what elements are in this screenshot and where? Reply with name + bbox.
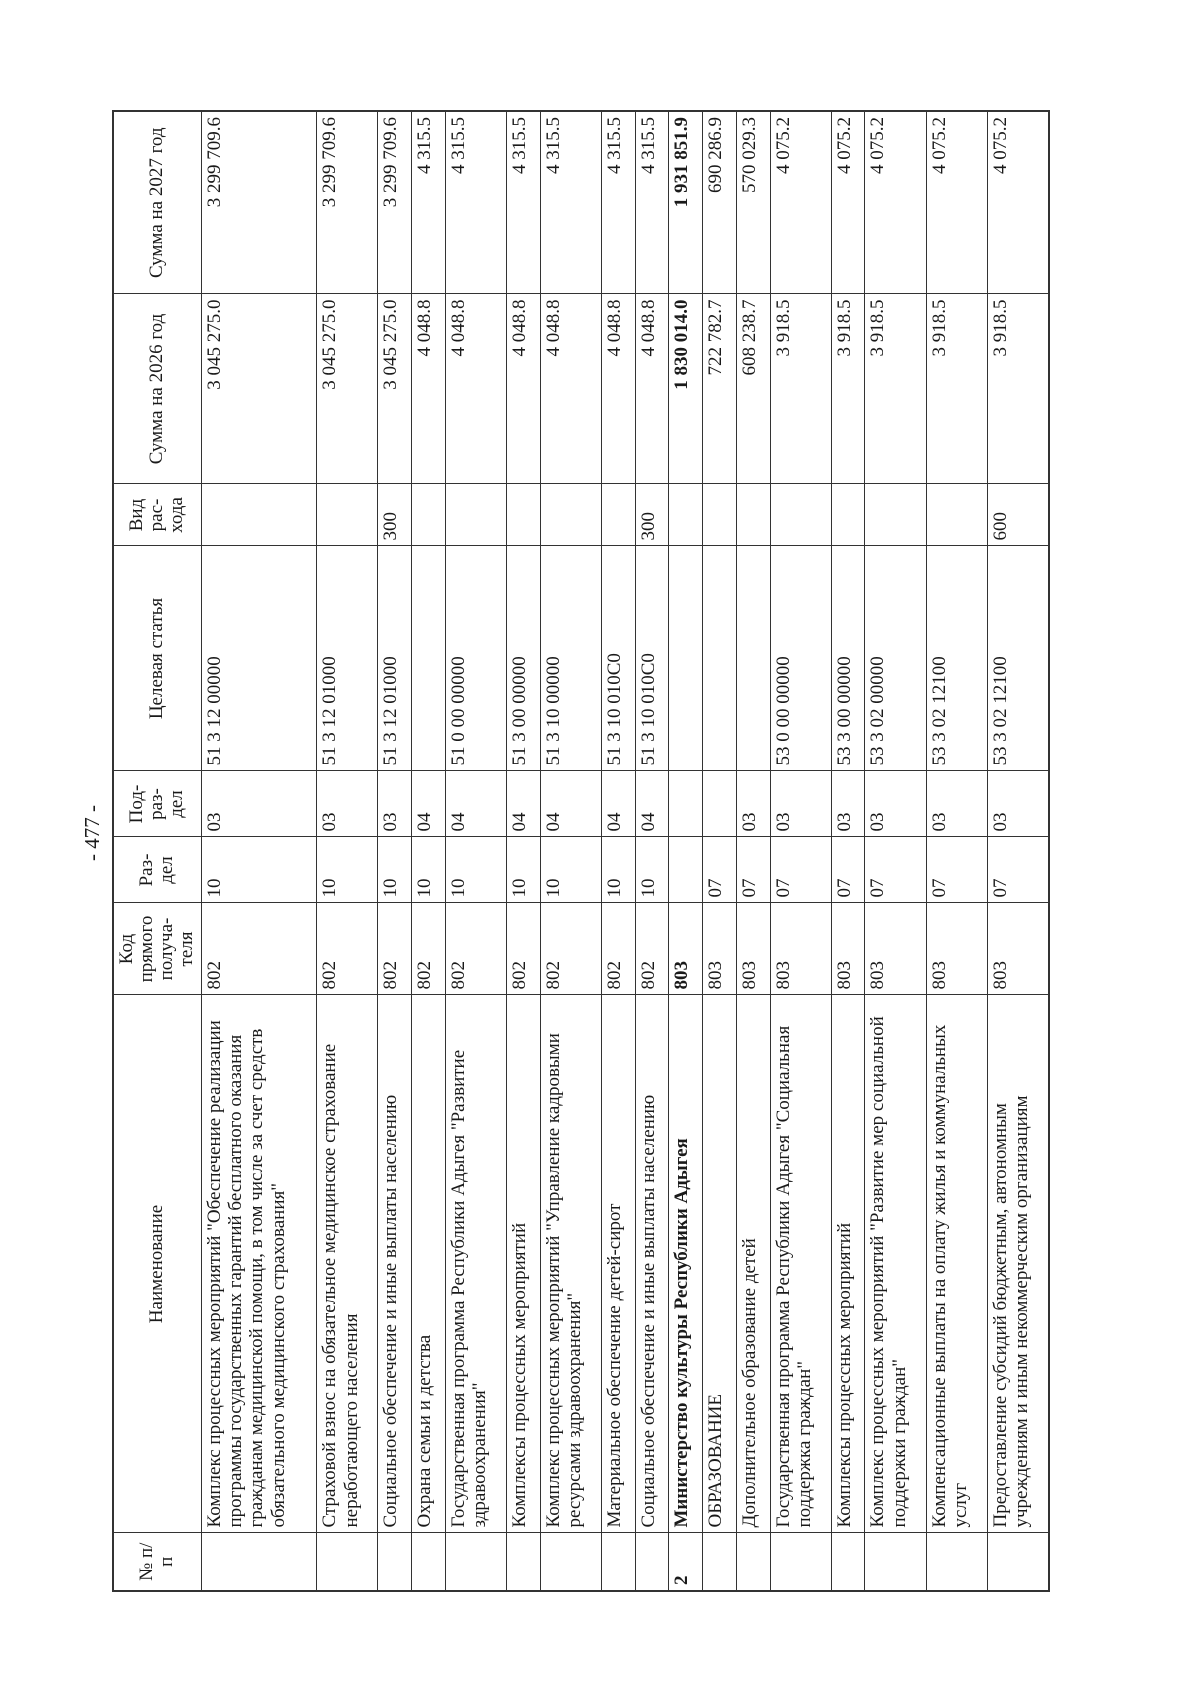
- cell-sum2026: 4 048.8: [540, 294, 601, 484]
- cell-razdel: 07: [831, 837, 865, 903]
- cell-sum2026: 3 918.5: [770, 294, 831, 484]
- cell-code: 803: [987, 903, 1049, 995]
- cell-podrazdel: 04: [412, 771, 446, 837]
- cell-code: 803: [736, 903, 770, 995]
- cell-podrazdel: 03: [736, 771, 770, 837]
- cell-celevaya: 51 3 12 01000: [317, 546, 378, 771]
- cell-name: ОБРАЗОВАНИЕ: [703, 995, 737, 1533]
- header-sum-2027: Сумма на 2027 год: [113, 111, 201, 294]
- cell-celevaya: [736, 546, 770, 771]
- cell-razdel: 10: [540, 837, 601, 903]
- header-name: Наименование: [113, 995, 201, 1533]
- cell-celevaya: 53 0 00 00000: [770, 546, 831, 771]
- header-num: № п/п: [113, 1533, 201, 1591]
- cell-code: 802: [317, 903, 378, 995]
- cell-razdel: 07: [926, 837, 987, 903]
- cell-num: [865, 1533, 926, 1591]
- cell-name: Охрана семьи и детства: [412, 995, 446, 1533]
- table-row: [378, 111, 412, 1591]
- cell-celevaya: 53 3 02 12100: [926, 546, 987, 771]
- cell-sum2027: 1 931 851.9: [669, 111, 703, 294]
- cell-sum2027: 4 075.2: [926, 111, 987, 294]
- cell-celevaya: 51 3 10 010C0: [635, 546, 669, 771]
- cell-celevaya: 51 3 12 01000: [378, 546, 412, 771]
- cell-sum2027: 4 315.5: [601, 111, 635, 294]
- cell-name: Государственная программа Республики Адыгея "Развитие здравоохранения": [445, 995, 506, 1533]
- cell-razdel: 10: [635, 837, 669, 903]
- header-sum-2026: Сумма на 2026 год: [113, 294, 201, 484]
- cell-sum2026: 3 918.5: [926, 294, 987, 484]
- budget-table-container: [112, 112, 1050, 1592]
- cell-name: Комплекс процессных мероприятий "Обеспечение реализации программы государственных гарантий бесплатного оказания гражданам медицинской помощи, в том числе за счет средств обязательного медицинского страхования": [201, 995, 317, 1533]
- cell-podrazdel: 03: [987, 771, 1049, 837]
- cell-sum2026: 4 048.8: [507, 294, 541, 484]
- cell-vid: [317, 484, 378, 546]
- cell-sum2027: 4 075.2: [831, 111, 865, 294]
- cell-num: [412, 1533, 446, 1591]
- cell-sum2026: 4 048.8: [445, 294, 506, 484]
- cell-podrazdel: 03: [378, 771, 412, 837]
- cell-vid: [601, 484, 635, 546]
- cell-razdel: 07: [703, 837, 737, 903]
- cell-podrazdel: 04: [601, 771, 635, 837]
- cell-celevaya: 51 3 00 00000: [507, 546, 541, 771]
- cell-celevaya: [669, 546, 703, 771]
- cell-razdel: 10: [378, 837, 412, 903]
- table-row: [412, 111, 446, 1591]
- cell-podrazdel: 03: [926, 771, 987, 837]
- cell-podrazdel: 03: [770, 771, 831, 837]
- cell-code: 802: [201, 903, 317, 995]
- cell-vid: [736, 484, 770, 546]
- cell-name: Государственная программа Республики Адыгея "Социальная поддержка граждан": [770, 995, 831, 1533]
- cell-name: Компенсационные выплаты на оплату жилья и коммунальных услуг: [926, 995, 987, 1533]
- cell-num: [378, 1533, 412, 1591]
- cell-num: [703, 1533, 737, 1591]
- cell-sum2026: 3 918.5: [865, 294, 926, 484]
- cell-sum2026: 608 238.7: [736, 294, 770, 484]
- cell-code: 802: [412, 903, 446, 995]
- cell-name: Страховой взнос на обязательное медицинское страхование неработающего населения: [317, 995, 378, 1533]
- cell-podrazdel: [703, 771, 737, 837]
- cell-vid: [703, 484, 737, 546]
- cell-num: [317, 1533, 378, 1591]
- table-body: [201, 111, 1049, 1591]
- cell-razdel: 07: [987, 837, 1049, 903]
- cell-vid: 300: [635, 484, 669, 546]
- cell-razdel: 10: [601, 837, 635, 903]
- cell-sum2027: 3 299 709.6: [201, 111, 317, 294]
- page-number: - 477 -: [80, 805, 104, 861]
- table-row: [865, 111, 926, 1591]
- cell-razdel: 07: [770, 837, 831, 903]
- cell-name: Предоставление субсидий бюджетным, автономным учреждениям и иным некоммерческим организациям: [987, 995, 1049, 1533]
- table-row: [635, 111, 669, 1591]
- cell-vid: [926, 484, 987, 546]
- cell-name: Социальное обеспечение и иные выплаты населению: [635, 995, 669, 1533]
- cell-razdel: 07: [736, 837, 770, 903]
- cell-code: 803: [865, 903, 926, 995]
- cell-code: 802: [601, 903, 635, 995]
- cell-code: 803: [703, 903, 737, 995]
- cell-podrazdel: 03: [865, 771, 926, 837]
- cell-sum2027: 4 315.5: [507, 111, 541, 294]
- cell-sum2026: 3 045 275.0: [317, 294, 378, 484]
- cell-sum2027: 570 029.3: [736, 111, 770, 294]
- cell-celevaya: [703, 546, 737, 771]
- table-row: [201, 111, 317, 1591]
- cell-razdel: 10: [507, 837, 541, 903]
- cell-code: 802: [540, 903, 601, 995]
- cell-celevaya: 53 3 02 12100: [987, 546, 1049, 771]
- cell-code: 803: [831, 903, 865, 995]
- cell-name: Комплекс процессных мероприятий "Развитие мер социальной поддержки граждан": [865, 995, 926, 1533]
- table-row: [445, 111, 506, 1591]
- cell-sum2027: 4 315.5: [445, 111, 506, 294]
- cell-podrazdel: 04: [507, 771, 541, 837]
- cell-razdel: [669, 837, 703, 903]
- cell-sum2026: 4 048.8: [635, 294, 669, 484]
- cell-vid: [507, 484, 541, 546]
- budget-table: [112, 110, 1050, 1592]
- cell-name: Комплексы процессных мероприятий: [831, 995, 865, 1533]
- header-vid: Вид рас-хода: [113, 484, 201, 546]
- cell-sum2027: 3 299 709.6: [317, 111, 378, 294]
- header-podrazdel: Под-раз-дел: [113, 771, 201, 837]
- table-row: [317, 111, 378, 1591]
- cell-vid: [412, 484, 446, 546]
- cell-celevaya: [412, 546, 446, 771]
- cell-sum2027: 4 075.2: [987, 111, 1049, 294]
- cell-vid: 600: [987, 484, 1049, 546]
- cell-sum2026: 722 782.7: [703, 294, 737, 484]
- cell-sum2026: 3 918.5: [831, 294, 865, 484]
- cell-vid: [770, 484, 831, 546]
- table-row: [507, 111, 541, 1591]
- cell-razdel: 10: [412, 837, 446, 903]
- cell-celevaya: 51 3 10 00000: [540, 546, 601, 771]
- cell-vid: 300: [378, 484, 412, 546]
- table-row: [926, 111, 987, 1591]
- cell-code: 803: [669, 903, 703, 995]
- cell-celevaya: 51 3 12 00000: [201, 546, 317, 771]
- cell-razdel: 10: [201, 837, 317, 903]
- cell-celevaya: 51 0 00 00000: [445, 546, 506, 771]
- cell-code: 803: [770, 903, 831, 995]
- cell-num: [831, 1533, 865, 1591]
- cell-podrazdel: 03: [831, 771, 865, 837]
- cell-celevaya: 53 3 00 00000: [831, 546, 865, 771]
- cell-num: [770, 1533, 831, 1591]
- cell-code: 802: [445, 903, 506, 995]
- cell-num: 2: [669, 1533, 703, 1591]
- cell-sum2027: 4 075.2: [770, 111, 831, 294]
- cell-code: 802: [507, 903, 541, 995]
- cell-vid: [865, 484, 926, 546]
- table-row: [831, 111, 865, 1591]
- cell-name: Министерство культуры Республики Адыгея: [669, 995, 703, 1533]
- header-code: Код прямого получа-теля: [113, 903, 201, 995]
- cell-sum2027: 4 315.5: [412, 111, 446, 294]
- cell-code: 803: [926, 903, 987, 995]
- cell-vid: [669, 484, 703, 546]
- cell-razdel: 10: [445, 837, 506, 903]
- cell-name: Комплексы процессных мероприятий: [507, 995, 541, 1533]
- header-celevaya: Целевая статья: [113, 546, 201, 771]
- table-row: [770, 111, 831, 1591]
- cell-celevaya: 53 3 02 00000: [865, 546, 926, 771]
- cell-sum2026: 3 045 275.0: [378, 294, 412, 484]
- cell-num: [445, 1533, 506, 1591]
- cell-vid: [540, 484, 601, 546]
- cell-sum2027: 4 315.5: [635, 111, 669, 294]
- table-header-row: [113, 111, 201, 1591]
- table-row: [703, 111, 737, 1591]
- cell-num: [601, 1533, 635, 1591]
- cell-name: Комплекс процессных мероприятий "Управление кадровыми ресурсами здравоохранения": [540, 995, 601, 1533]
- table-row: [601, 111, 635, 1591]
- cell-code: 802: [635, 903, 669, 995]
- cell-sum2026: 4 048.8: [601, 294, 635, 484]
- cell-podrazdel: 03: [317, 771, 378, 837]
- cell-sum2027: 4 075.2: [865, 111, 926, 294]
- cell-sum2026: 3 045 275.0: [201, 294, 317, 484]
- cell-sum2026: 3 918.5: [987, 294, 1049, 484]
- cell-podrazdel: [669, 771, 703, 837]
- cell-num: [201, 1533, 317, 1591]
- cell-name: Дополнительное образование детей: [736, 995, 770, 1533]
- table-row: [540, 111, 601, 1591]
- cell-vid: [445, 484, 506, 546]
- cell-razdel: 10: [317, 837, 378, 903]
- cell-num: [926, 1533, 987, 1591]
- cell-name: Материальное обеспечение детей-сирот: [601, 995, 635, 1533]
- cell-sum2027: 3 299 709.6: [378, 111, 412, 294]
- header-razdel: Раз-дел: [113, 837, 201, 903]
- cell-code: 802: [378, 903, 412, 995]
- cell-num: [987, 1533, 1049, 1591]
- cell-num: [540, 1533, 601, 1591]
- cell-num: [736, 1533, 770, 1591]
- cell-num: [507, 1533, 541, 1591]
- cell-name: Социальное обеспечение и иные выплаты населению: [378, 995, 412, 1533]
- cell-podrazdel: 04: [540, 771, 601, 837]
- cell-num: [635, 1533, 669, 1591]
- cell-sum2026: 1 830 014.0: [669, 294, 703, 484]
- table-row: [669, 111, 703, 1591]
- cell-podrazdel: 04: [635, 771, 669, 837]
- cell-sum2027: 4 315.5: [540, 111, 601, 294]
- cell-podrazdel: 04: [445, 771, 506, 837]
- cell-vid: [831, 484, 865, 546]
- cell-sum2026: 4 048.8: [412, 294, 446, 484]
- cell-sum2027: 690 286.9: [703, 111, 737, 294]
- cell-razdel: 07: [865, 837, 926, 903]
- cell-podrazdel: 03: [201, 771, 317, 837]
- table-row: [987, 111, 1049, 1591]
- budget-table-rotated: [112, 112, 1050, 1592]
- cell-vid: [201, 484, 317, 546]
- table-row: [736, 111, 770, 1591]
- cell-celevaya: 51 3 10 010C0: [601, 546, 635, 771]
